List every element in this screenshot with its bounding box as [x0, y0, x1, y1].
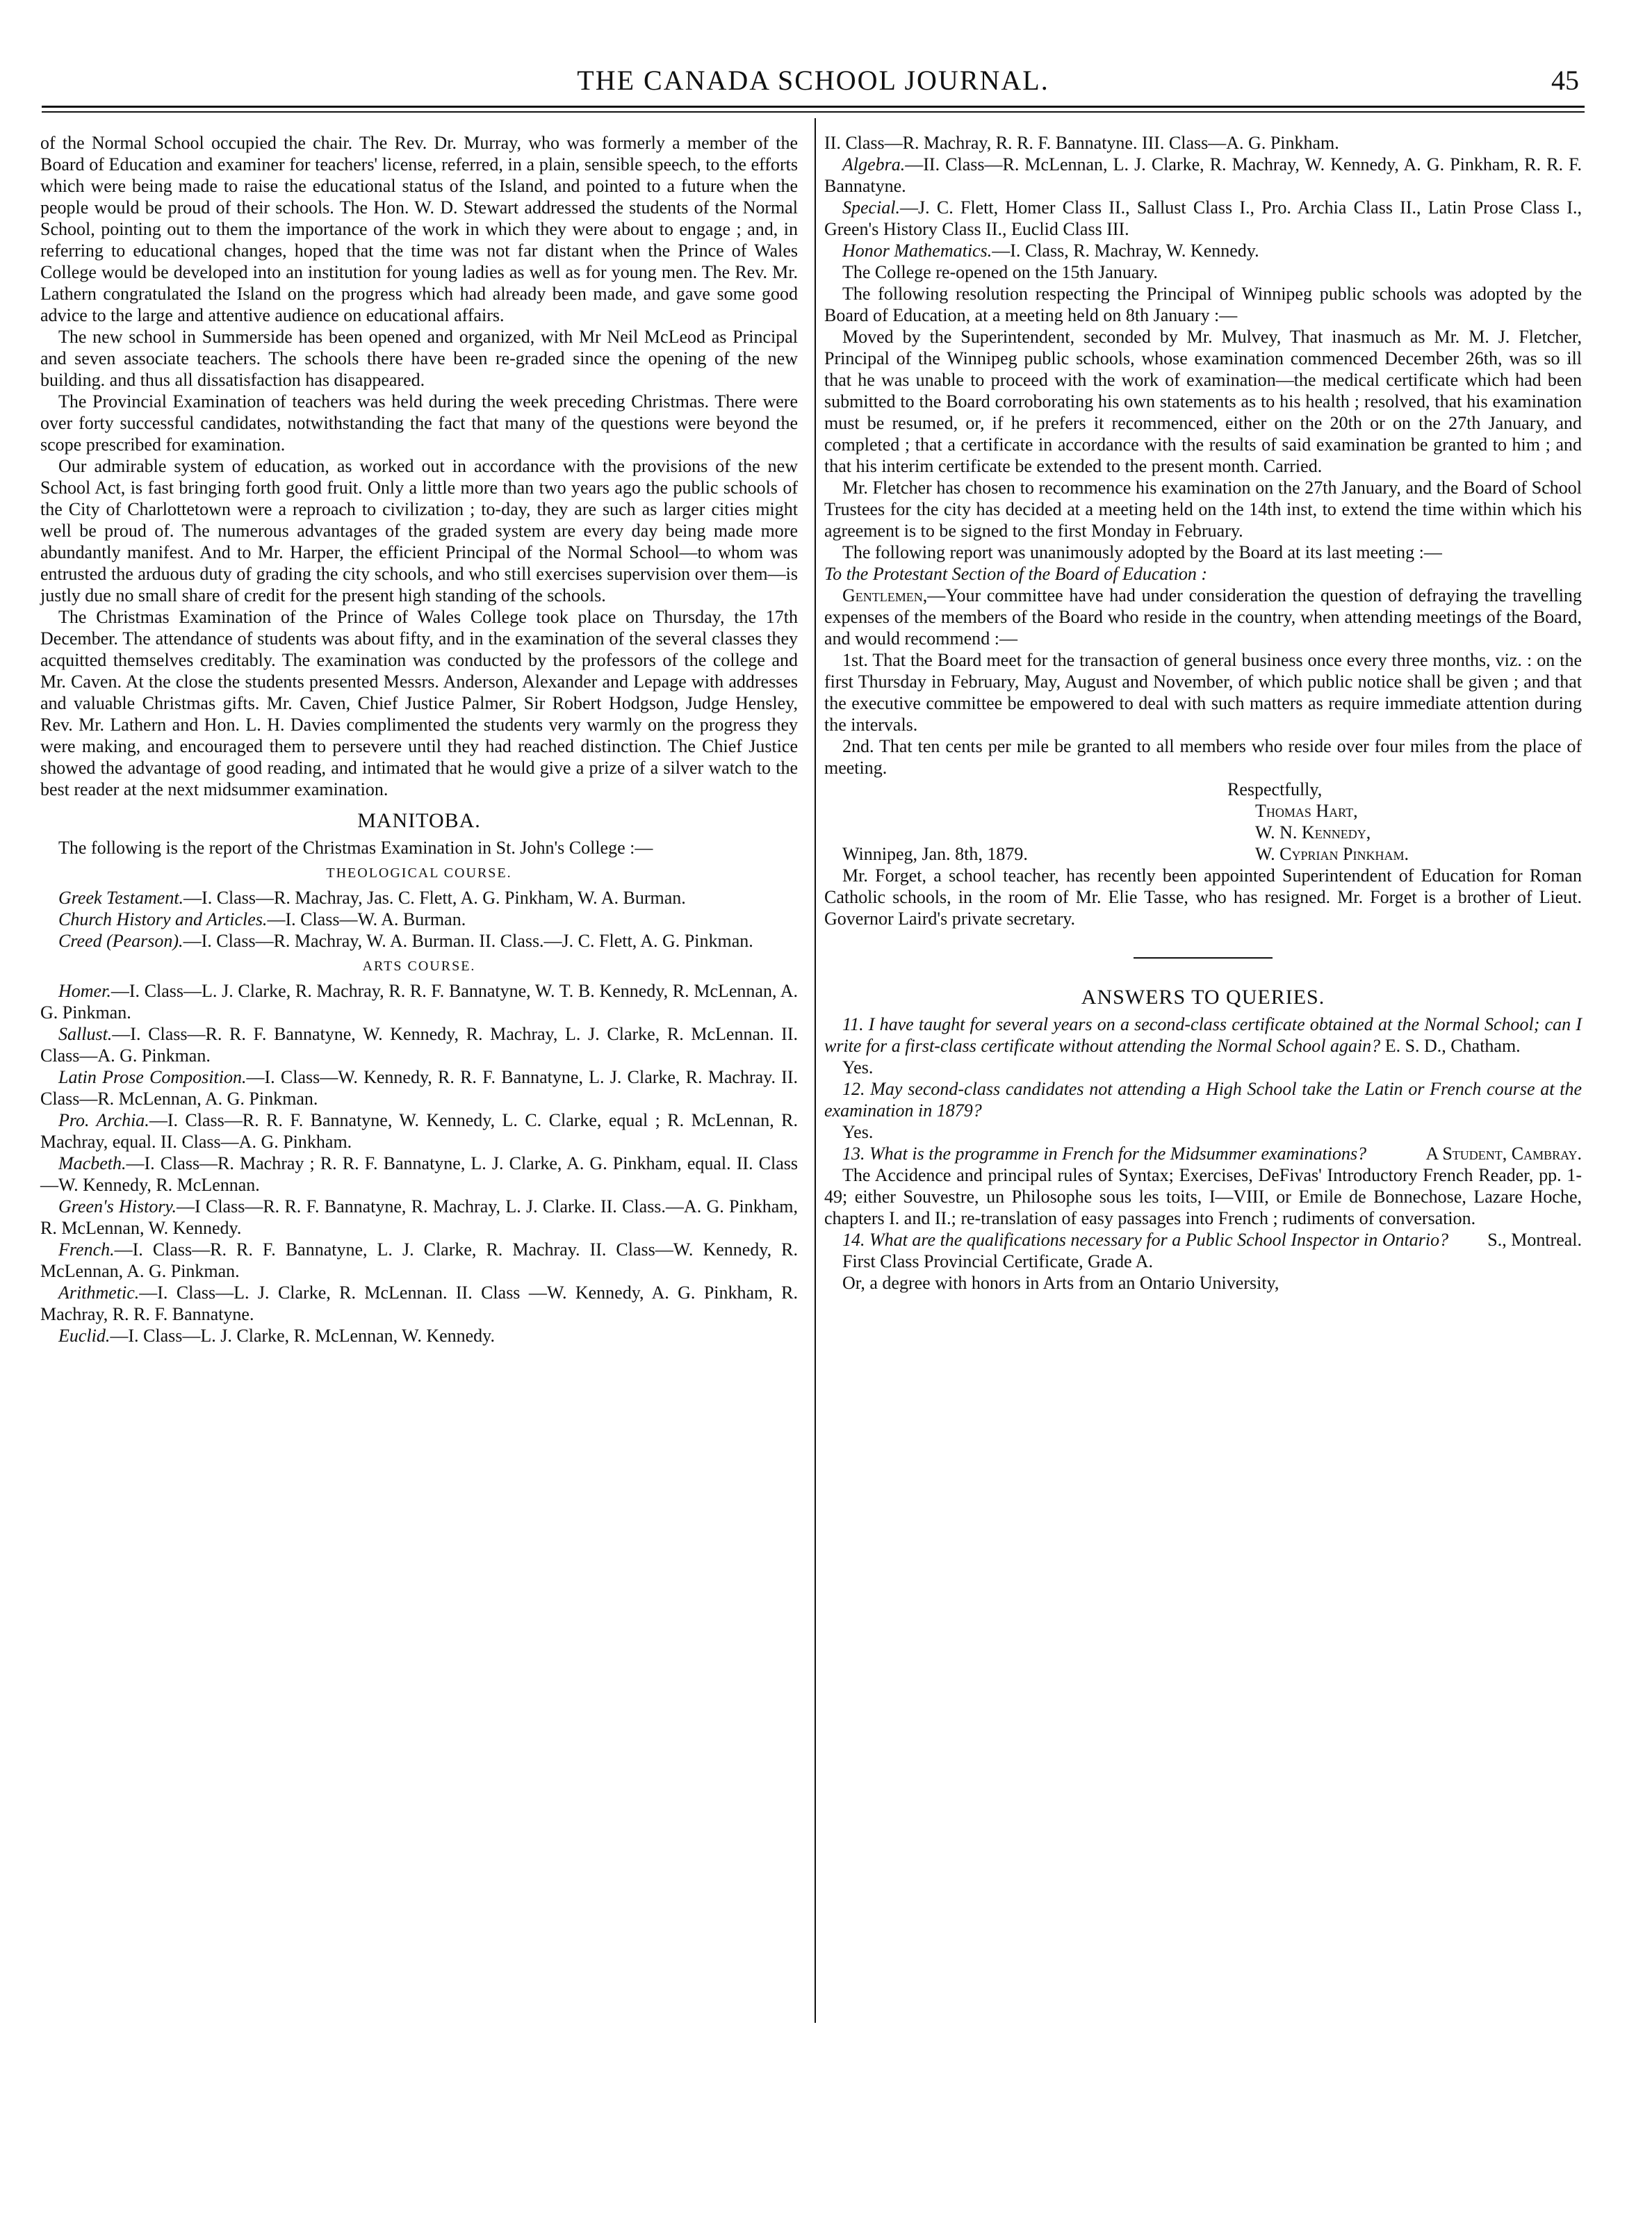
- entry-subject: Special.: [842, 197, 901, 218]
- exam-entry: [40, 1282, 798, 1325]
- entry-text: —I. Class—R. Machray, Jas. C. Flett, A. G. Pinkham, W. A. Burman.: [183, 888, 686, 908]
- query: [824, 1014, 1582, 1057]
- exam-entry: [40, 909, 798, 930]
- paragraph-text: —Your committee have had under consideration the question of defraying the travelling expenses of the members of the Board who reside in the country, when attending meetings of the Board, and would recommend :—: [824, 585, 1582, 649]
- column-divider: [815, 118, 816, 2023]
- entry-subject: Pro. Archia.: [58, 1110, 149, 1130]
- left-column: [40, 132, 798, 1346]
- entry-subject: Algebra.: [842, 154, 906, 174]
- exam-entry: [40, 1196, 798, 1239]
- query-text: 14. What are the qualifications necessary for a Public School Inspector in Ontario?: [842, 1230, 1449, 1250]
- entry-text: —I Class—R. R. F. Bannatyne, R. Machray, L. J. Clarke. II. Class.—A. G. Pinkham, R. McLennan, W. Kennedy.: [40, 1196, 798, 1238]
- section-title-answers: ANSWERS TO QUERIES.: [1081, 986, 1325, 1009]
- journal-title: THE CANADA SCHOOL JOURNAL.: [577, 65, 1049, 96]
- query-signature: A Student, Cambray.: [1425, 1144, 1582, 1164]
- answer: Or, a degree with honors in Arts from an Ontario University,: [842, 1273, 1279, 1293]
- section-divider: [1134, 957, 1273, 959]
- entry-subject: Homer.: [58, 981, 111, 1001]
- answer: Yes.: [842, 1122, 874, 1142]
- query-signature: S., Montreal.: [1487, 1230, 1582, 1250]
- header-rule-thin: [42, 111, 1585, 113]
- closing: Respectfully,: [1227, 779, 1323, 799]
- exam-entry: [824, 154, 1582, 197]
- exam-entry: [40, 1109, 798, 1153]
- entry-text: —I. Class—L. J. Clarke, R. McLennan. II. Class —W. Kennedy, A. G. Pinkham, R. Machray, R. R. F. Bannatyne.: [40, 1283, 798, 1324]
- entry-subject: Euclid.: [58, 1326, 111, 1346]
- subhead-arts: ARTS COURSE.: [362, 959, 476, 974]
- paragraph: The Provincial Examination of teachers was held during the week preceding Christmas. There were over forty successful candidates, notwithstanding the fact that many of the questions were beyond the scope prescribed for examination.: [40, 391, 798, 455]
- exam-entry: [40, 1153, 798, 1196]
- entry-text: —I. Class—W. A. Burman.: [267, 909, 466, 929]
- answer: The Accidence and principal rules of Syntax; Exercises, DeFivas' Introductory French Reader, pp. 1-49; either Souvestre, un Philosophe sous les toits, I—VIII, or Emile de Bonnechose, Lazare Hoche, chapters I. and II.; re-translation of easy passages into French ; rudiments of conversation.: [824, 1165, 1582, 1228]
- entry-subject: Honor Mathematics.: [842, 241, 992, 261]
- entry-text: —J. C. Flett, Homer Class II., Sallust Class I., Pro. Archia Class II., Latin Prose Class I., Green's History Class II., Euclid Class III.: [824, 197, 1582, 239]
- paragraph: The new school in Summerside has been opened and organized, with Mr Neil McLeod as Principal and seven associate teachers. The schools there have been re-graded since the opening of the new building. and thus all dissatisfaction has disappeared.: [40, 327, 798, 390]
- exam-entry: [40, 1239, 798, 1282]
- answer: Yes.: [842, 1057, 874, 1077]
- signer: W. N. Kennedy,: [1255, 822, 1371, 843]
- exam-entry: [824, 240, 1582, 261]
- paragraph: Mr. Forget, a school teacher, has recently been appointed Superintendent of Education for Roman Catholic schools, in the room of Mr. Elie Tasse, who has resigned. Mr. Forget is a brother of Lieut. Governor Laird's private secretary.: [824, 865, 1582, 929]
- entry-subject: Church History and Articles.: [58, 909, 268, 929]
- exam-entry: [824, 197, 1582, 240]
- entry-subject: Green's History.: [58, 1196, 177, 1216]
- paragraph: The following resolution respecting the Principal of Winnipeg public schools was adopted by the Board of Education, at a meeting held on 8th January :—: [824, 284, 1582, 325]
- paragraph: Moved by the Superintendent, seconded by Mr. Mulvey, That inasmuch as Mr. M. J. Fletcher, Principal of the Winnipeg public schools, whose examination commenced December 26th, was so ill that he was unable to proceed with the work of examination—the medical certificate which had been submitted to the Board corroborating his own statements as to his health ; resolved, that his examination must be resumed, or, if he prefers it recommenced, either on the 20th or on the 27th January, and completed ; that a certificate in accordance with the results of said examination be granted to him ; and that his interim certificate be extended to the present month. Carried.: [824, 327, 1582, 476]
- query: [824, 1229, 1582, 1251]
- right-column: [824, 132, 1582, 1294]
- paragraph: Our admirable system of education, as worked out in accordance with the provisions of the new School Act, is fast bringing forth good fruit. Only a little more than two years ago the public schools of the City of Charlottetown were a reproach to civilization ; to-day, they are such as larger cities might well be proud of. The numerous advantages of the graded system are every day being made more abundantly manifest. And to Mr. Harper, the efficient Principal of the Normal School—to whom was entrusted the arduous duty of grading the city schools, and who still exercises supervision over them—is justly due no small share of credit for the present high standing of the schools.: [40, 456, 798, 605]
- entry-subject: Latin Prose Composition.: [58, 1067, 247, 1087]
- entry-text: —I. Class—R. Machray ; R. R. F. Bannatyne, L. J. Clarke, A. G. Pinkham, equal. II. Class—W. Kennedy, R. McLennan.: [40, 1153, 798, 1195]
- exam-entry: [824, 132, 1582, 154]
- paragraph: The following report was unanimously adopted by the Board at its last meeting :—: [842, 542, 1442, 562]
- recommendation: 1st. That the Board meet for the transaction of general business once every three months, viz. : on the first Thursday in February, May, August and November, of which public notice shall be given ; and that the executive committee be empowered to deal with such matters as require immediate attention during the intervals.: [824, 650, 1582, 735]
- query-text: 11. I have taught for several years on a second-class certificate obtained at the Normal School; can I write for a first-class certificate without attending the Normal School again?: [824, 1014, 1582, 1056]
- exam-entry: [40, 1066, 798, 1109]
- signer: W. Cyprian Pinkham.: [1255, 844, 1409, 864]
- entry-text: —I. Class—L. J. Clarke, R. McLennan, W. Kennedy.: [110, 1326, 495, 1346]
- entry-subject: French.: [58, 1239, 115, 1260]
- exam-entry: [40, 1023, 798, 1066]
- entry-text: —I. Class—R. Machray, W. A. Burman. II. Class.—J. C. Flett, A. G. Pinkman.: [183, 931, 753, 951]
- answer: First Class Provincial Certificate, Grade A.: [842, 1251, 1153, 1271]
- paragraph: of the Normal School occupied the chair. The Rev. Dr. Murray, who was formerly a member of the Board of Education and examiner for teachers' license, referred, in a plain, sensible speech, to the efforts which were being made to raise the educational status of the Island, and pointed to a future when the people would be proud of their schools. The Hon. W. D. Stewart addressed the students of the Normal School, pointing out to them the importance of the work in which they were about to engage ; and, in referring to educational changes, hoped that the time was not far distant when the Prince of Wales College would be developed into an institution for young ladies as well as for young men. The Rev. Mr. Lathern congratulated the Island on the progress which had already been made, and gave some good advice to the large and attentive audience on educational affairs.: [40, 133, 798, 325]
- section-title-manitoba: MANITOBA.: [357, 809, 481, 832]
- address-line: To the Protestant Section of the Board of Education :: [824, 564, 1208, 584]
- entry-text: —I. Class—R. R. F. Bannatyne, W. Kennedy, L. C. Clarke, equal ; R. McLennan, R. Machray, equal. II. Class—A. G. Pinkham.: [40, 1110, 798, 1152]
- page-number: 45: [1551, 65, 1579, 96]
- paragraph: The Christmas Examination of the Prince of Wales College took place on Thursday, the 17th December. The attendance of students was about fifty, and in the examination of the several classes they acquitted themselves creditably. The examination was conducted by the professors of the college and Mr. Caven. At the close the students presented Messrs. Anderson, Alexander and Lepage with addresses and valuable Christmas gifts. Mr. Caven, Chief Justice Palmer, Sir Robert Hodgson, Judge Hensley, Rev. Mr. Lathern and Hon. L. H. Davies complimented the students very warmly on the progress they were making, and encouraged them to persevere until they had reached distinction. The Chief Justice showed the advantage of good reading, and intimated that he would give a prize of a silver watch to the best reader at the next midsummer examination.: [40, 607, 798, 799]
- recommendation: 2nd. That ten cents per mile be granted to all members who reside over four miles from the place of meeting.: [824, 736, 1582, 778]
- entry-text: —I. Class—R. R. F. Bannatyne, W. Kennedy, R. Machray, L. J. Clarke, R. McLennan. II. Class—A. G. Pinkman.: [40, 1024, 798, 1066]
- entry-subject: Sallust.: [58, 1024, 113, 1044]
- exam-entry: [40, 930, 798, 952]
- signature-row: [824, 843, 1582, 865]
- entry-text: —II. Class—R. McLennan, L. J. Clarke, R. Machray, W. Kennedy, A. G. Pinkham, R. R. F. Bannatyne.: [824, 154, 1582, 196]
- entry-text: —I. Class—L. J. Clarke, R. Machray, R. R. F. Bannatyne, W. T. B. Kennedy, R. McLennan, A. G. Pinkman.: [40, 981, 798, 1023]
- entry-text: —I. Class—R. R. F. Bannatyne, L. J. Clarke, R. Machray. II. Class—W. Kennedy, R. McLennan, A. G. Pinkman.: [40, 1239, 798, 1281]
- signer: Thomas Hart,: [1255, 801, 1358, 821]
- entry-subject: Arithmetic.: [58, 1283, 140, 1303]
- exam-entry: [40, 887, 798, 909]
- entry-subject: Macbeth.: [58, 1153, 126, 1173]
- query: [824, 1143, 1582, 1164]
- entry-text: II. Class—R. Machray, R. R. F. Bannatyne. III. Class—A. G. Pinkham.: [824, 133, 1339, 153]
- entry-text: —I. Class—W. Kennedy, R. R. F. Bannatyne, L. J. Clarke, R. Machray. II. Class—R. McLennan, A. G. Pinkman.: [40, 1067, 798, 1109]
- paragraph: The following is the report of the Christmas Examination in St. John's College :—: [58, 838, 653, 858]
- query-text: 13. What is the programme in French for the Midsummer examinations?: [842, 1144, 1367, 1164]
- signature-block: [824, 779, 1582, 865]
- entry-subject: Greek Testament.: [58, 888, 184, 908]
- entry-text: —I. Class, R. Machray, W. Kennedy.: [992, 241, 1259, 261]
- entry-subject: Creed (Pearson).: [58, 931, 183, 951]
- query: 12. May second-class candidates not attending a High School take the Latin or French course at the examination in 1879?: [824, 1079, 1582, 1121]
- running-header: [42, 64, 1585, 100]
- paragraph: Mr. Fletcher has chosen to recommence his examination on the 27th January, and the Board of School Trustees for the city has decided at a meeting held on the 14th inst, to extend the time within which his agreement is to be signed to the first Monday in February.: [824, 478, 1582, 541]
- paragraph: [824, 585, 1582, 649]
- exam-entry: [40, 1325, 798, 1346]
- exam-entry: [40, 980, 798, 1023]
- subhead-theological: THEOLOGICAL COURSE.: [326, 865, 512, 881]
- header-rule: [42, 106, 1585, 108]
- salutation: Gentlemen,: [842, 585, 928, 605]
- query-signature: E. S. D., Chatham.: [1384, 1036, 1521, 1056]
- paragraph: The College re-opened on the 15th January.: [842, 262, 1158, 282]
- place-date: Winnipeg, Jan. 8th, 1879.: [842, 844, 1028, 864]
